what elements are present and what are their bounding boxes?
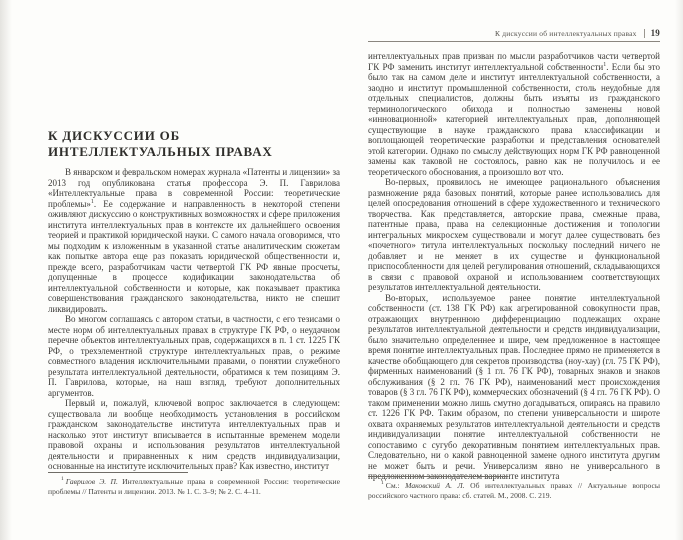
footnote-rule — [368, 476, 508, 477]
running-head-separator — [644, 29, 645, 38]
footnote-text — [368, 481, 660, 501]
footnote-marker: 1 — [61, 476, 64, 483]
footnote-prefix: См.: — [385, 481, 406, 490]
paragraph — [48, 167, 340, 314]
footnote-body: Об интеллектуальных правах // Актуальные вопросы российского частного права: сб. статей. М., 2008. С. 219. — [368, 481, 660, 500]
paragraph: Во-первых, проявилось не имеющее рационального объяснения размножение ряда базовых понятий, которые ранее использовались для целей опосредования отношений в сфере художественного и технического творчества. Как представляется, авторские права, смежные права, патентные права, права на селекционные достижения и топологии интегральных микросхем существовали и могут далее существовать без «почетного» титула интеллектуальных поскольку последний ничего не добавляет и не меняет в их существе и функциональной приспособленности для целей регулирования отношений, складывающихся в связи с правовой охраной и использованием соответствующих результатов интеллектуальной деятельности. — [368, 177, 660, 292]
paragraph-text: . Если бы это было так на самом деле и институт интеллектуальной собственности, а заодно и институт промышленной собственности, столь неудобные для отдельных специалистов, должны быть изъяты из гражданского терминологического обихода и полностью заменены новой «инновационной» категорией интеллектуальных прав, дополняющей существующие в науке гражданского права классификации и воплощающей теоретические разработки и представления основателей этой категории. Однако по смыслу действующих норм ГК РФ равноценной замены как таковой не состоялось, равно как не получилось и ее теоретического обоснования, а произошло вот что. — [368, 61, 660, 177]
footnote-rule — [48, 472, 188, 473]
paragraph: Первый и, пожалуй, ключевой вопрос заключается в следующем: существовала ли вообще необходимость установления в российском гражданском законодательстве института интеллектуальных прав и насколько этот институт вписывается в испытанные временем модели правовой охраны и использования результатов интеллектуальной деятельности и приравненных к ним средств индивидуализации, основанные на институте исключительных прав? Как известно, институт — [48, 398, 340, 471]
paragraph-text: интеллектуальных прав призван по мысли разработчиков части четвертой ГК РФ заменить институт интеллектуальной собственности — [368, 51, 660, 72]
page-left — [48, 0, 340, 540]
chapter-title: К ДИСКУССИИ ОБ ИНТЕЛЛЕКТУАЛЬНЫХ ПРАВАХ — [48, 128, 273, 159]
footnote-marker: 1 — [381, 480, 384, 487]
footnote-author: Маковский А. Л. — [405, 481, 465, 490]
paragraph — [368, 51, 660, 177]
paragraph: Во-вторых, используемое ранее понятие интеллектуальной собственности (ст. 138 ГК РФ) как агрегированной совокупности прав, отражающих внутреннюю дифференциацию подлежащих охране результатов интеллектуальной деятельности и средств индивидуализации, было значительно определеннее и шире, чем предложенное в настоящее время понятие интеллектуальных прав. Последнее прямо не применяется в качестве обобщающего для секретов производства (ноу-хау) (гл. 75 ГК РФ), фирменных наименований (§ 1 гл. 76 ГК РФ), товарных знаков и знаков обслуживания (§ 2 гл. 76 ГК РФ), наименований мест происхождения товаров (§ 3 гл. 76 ГК РФ), коммерческих обозначений (§ 4 гл. 76 ГК РФ). О таком применении можно лишь смутно догадываться, опираясь на правило ст. 1226 ГК РФ. Таким образом, по степени универсальности и широте охвата охраняемых результатов интеллектуальной деятельности и средств индивидуализации понятие интеллектуальной собственности не сопоставимо с сугубо декоративным понятием интеллектуальных прав. Следовательно, ни о какой равноценной замене одного института другим не может быть и речи. Универсализм явно не универсального в предложенном законодателем варианте института — [368, 292, 660, 481]
footnote-author: Гаврилов Э. П. — [65, 477, 118, 486]
page-number: 19 — [650, 28, 660, 38]
paragraph-text: . Ее содержание и направленность в некоторой степени оживляют дискуссию о конструктивных возможностях и сфере приложения института интеллектуальных прав в контексте их дальнейшего освоения теорией и практикой юридической науки. С самого начала оговоримся, что мы подходим к изложенным в указанной статье аналитическим сюжетам как попытке автора еще раз показать юридической общественности и, прежде всего, разработчикам части четвертой ГК РФ явные просчеты, допущенные в процессе кодификации законодательства об интеллектуальной собственности и которые, как показывает практика совершенствования гражданского законодательства, никто не спешит ликвидировать. — [48, 198, 340, 314]
running-head — [368, 28, 660, 42]
footnote — [368, 476, 660, 501]
footnote — [48, 472, 340, 497]
paragraph-text: В январском и февральском номерах журнала «Патенты и лицензии» за 2013 год опубликована статья профессора Э. П. Гаврилова «Интеллектуальные права в современной России: теоретические проблемы» — [48, 167, 340, 209]
footnote-reference: 1 — [603, 61, 607, 68]
footnote-reference: 1 — [90, 198, 94, 205]
paragraph: Во многом соглашаясь с автором статьи, в частности, с его тезисами о месте норм об интеллектуальных правах в структуре ГК РФ, о неудачном перечне объектов интеллектуальных прав, содержащихся в п. 1 ст. 1225 ГК РФ, о трехэлементной структуре интеллектуальных прав, о режиме совместного владения исключительными правами, о понятии служебного результата интеллектуальной деятельности, обратимся к тем позициям Э. П. Гаврилова, которые, на наш взгляд, требуют дополнительных аргументов. — [48, 314, 340, 398]
footnote-text — [48, 477, 340, 497]
running-head-title: К дискуссии об интеллектуальных правах — [494, 28, 637, 38]
page-right — [368, 0, 660, 540]
footnote-body: Интеллектуальные права в современной России: теоретические проблемы // Патенты и лицензии. 2013. № 1. С. 3–9; № 2. С. 4–11. — [48, 477, 340, 496]
